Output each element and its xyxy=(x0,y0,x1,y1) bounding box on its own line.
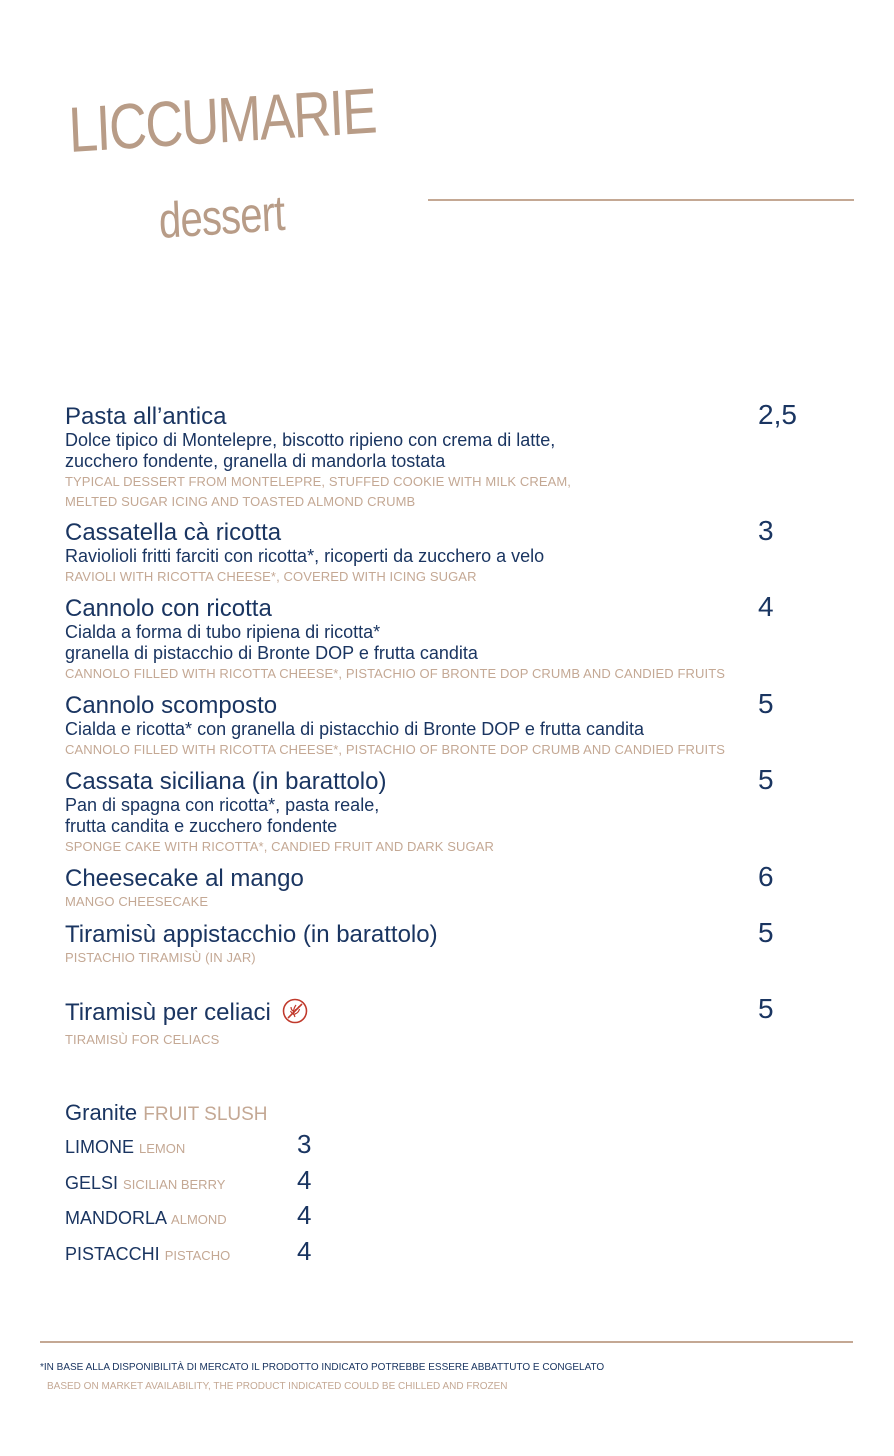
item-1 xyxy=(65,515,845,587)
item-price: 6 xyxy=(758,861,774,892)
item-name: Tiramisù per celiaci xyxy=(65,999,271,1026)
item-name-row xyxy=(65,998,845,1030)
item-en: MANGO CHEESECAKE xyxy=(65,894,209,909)
top-divider xyxy=(428,199,854,201)
granite-name: MANDORLA xyxy=(65,1208,167,1228)
item-price: 3 xyxy=(758,515,774,546)
granite-price: 4 xyxy=(297,1200,312,1230)
granite-row xyxy=(65,1129,365,1162)
item-4 xyxy=(65,764,845,857)
item-name: Cassata siciliana (in barattolo) xyxy=(65,768,387,795)
item-name: Pasta all’antica xyxy=(65,403,227,430)
item-en: TYPICAL DESSERT FROM MONTELEPRE, STUFFED COOKIE WITH MILK CREAM, xyxy=(65,474,571,489)
item-name: Cheesecake al mango xyxy=(65,865,304,892)
menu-title: LICCUMARIE xyxy=(67,74,378,166)
item-desc: Cialda a forma di tubo ripiena di ricotta* xyxy=(65,622,381,642)
item-en: CANNOLO FILLED WITH RICOTTA CHEESE*, PISTACHIO OF BRONTE DOP CRUMB AND CANDIED FRUITS xyxy=(65,666,726,681)
item-price: 2,5 xyxy=(758,399,797,430)
item-name: Cannolo scomposto xyxy=(65,692,278,719)
item-0 xyxy=(65,399,845,512)
granite-name: LIMONE xyxy=(65,1137,135,1157)
granite-title: Granite xyxy=(65,1100,138,1125)
item-en: MELTED SUGAR ICING AND TOASTED ALMOND CRUMB xyxy=(65,494,416,509)
menu-subtitle: dessert xyxy=(157,184,286,249)
granite-price: 4 xyxy=(297,1165,312,1195)
item-en: CANNOLO FILLED WITH RICOTTA CHEESE*, PISTACHIO OF BRONTE DOP CRUMB AND CANDIED FRUITS xyxy=(65,742,726,757)
item-price: 5 xyxy=(758,688,774,719)
granite-name-en: LEMON xyxy=(139,1141,186,1156)
footnote-en: BASED ON MARKET AVAILABILITY, THE PRODUCT INDICATED COULD BE CHILLED AND FROZEN xyxy=(47,1381,508,1392)
item-name: Tiramisù appistacchio (in barattolo) xyxy=(65,921,438,948)
item-en: TIRAMISÙ FOR CELIACS xyxy=(65,1032,220,1047)
footnote-it: *IN BASE ALLA DISPONIBILITÀ DI MERCATO IL PRODOTTO INDICATO POTREBBE ESSERE ABBATTUTO E CONGELATO xyxy=(40,1362,605,1373)
granite-name-en: SICILIAN BERRY xyxy=(123,1177,226,1192)
item-desc: Cialda e ricotta* con granella di pistacchio di Bronte DOP e frutta candita xyxy=(65,719,644,739)
granite-price: 4 xyxy=(297,1236,312,1266)
item-desc: Dolce tipico di Montelepre, biscotto ripieno con crema di latte, xyxy=(65,430,556,450)
item-7 xyxy=(65,993,845,1050)
item-2 xyxy=(65,591,845,684)
granite-row xyxy=(65,1200,365,1233)
granite-name-wrap xyxy=(65,1137,185,1158)
granite-name: GELSI xyxy=(65,1173,119,1193)
granite-name-wrap xyxy=(65,1173,225,1194)
granite-price: 3 xyxy=(297,1129,312,1159)
granite-row xyxy=(65,1165,365,1198)
granite-heading xyxy=(65,1100,268,1126)
item-5 xyxy=(65,861,845,912)
item-3 xyxy=(65,688,845,760)
bottom-divider xyxy=(40,1341,853,1343)
item-price: 5 xyxy=(758,764,774,795)
granite-row xyxy=(65,1236,365,1269)
granite-name-wrap xyxy=(65,1208,227,1229)
granite-name-wrap xyxy=(65,1244,230,1265)
item-desc: Raviolioli fritti farciti con ricotta*, ricoperti da zucchero a velo xyxy=(65,546,545,566)
item-desc: zucchero fondente, granella di mandorla tostata xyxy=(65,451,446,471)
item-en: RAVIOLI WITH RICOTTA CHEESE*, COVERED WITH ICING SUGAR xyxy=(65,569,477,584)
gluten-free-icon xyxy=(282,998,308,1030)
item-name: Cannolo con ricotta xyxy=(65,595,272,622)
granite-name: PISTACCHI xyxy=(65,1244,160,1264)
item-price: 5 xyxy=(758,993,774,1024)
item-desc: Pan di spagna con ricotta*, pasta reale, xyxy=(65,795,380,815)
item-desc: granella di pistacchio di Bronte DOP e frutta candita xyxy=(65,643,478,663)
granite-name-en: PISTACHO xyxy=(164,1248,231,1263)
item-name: Cassatella cà ricotta xyxy=(65,519,282,546)
item-6 xyxy=(65,917,845,968)
item-en: SPONGE CAKE WITH RICOTTA*, CANDIED FRUIT AND DARK SUGAR xyxy=(65,839,495,854)
item-price: 5 xyxy=(758,917,774,948)
granite-title-en: FRUIT SLUSH xyxy=(143,1104,268,1125)
item-price: 4 xyxy=(758,591,774,622)
item-en: PISTACHIO TIRAMISÙ (IN JAR) xyxy=(65,950,256,965)
item-desc: frutta candita e zucchero fondente xyxy=(65,816,338,836)
granite-name-en: ALMOND xyxy=(171,1212,227,1227)
